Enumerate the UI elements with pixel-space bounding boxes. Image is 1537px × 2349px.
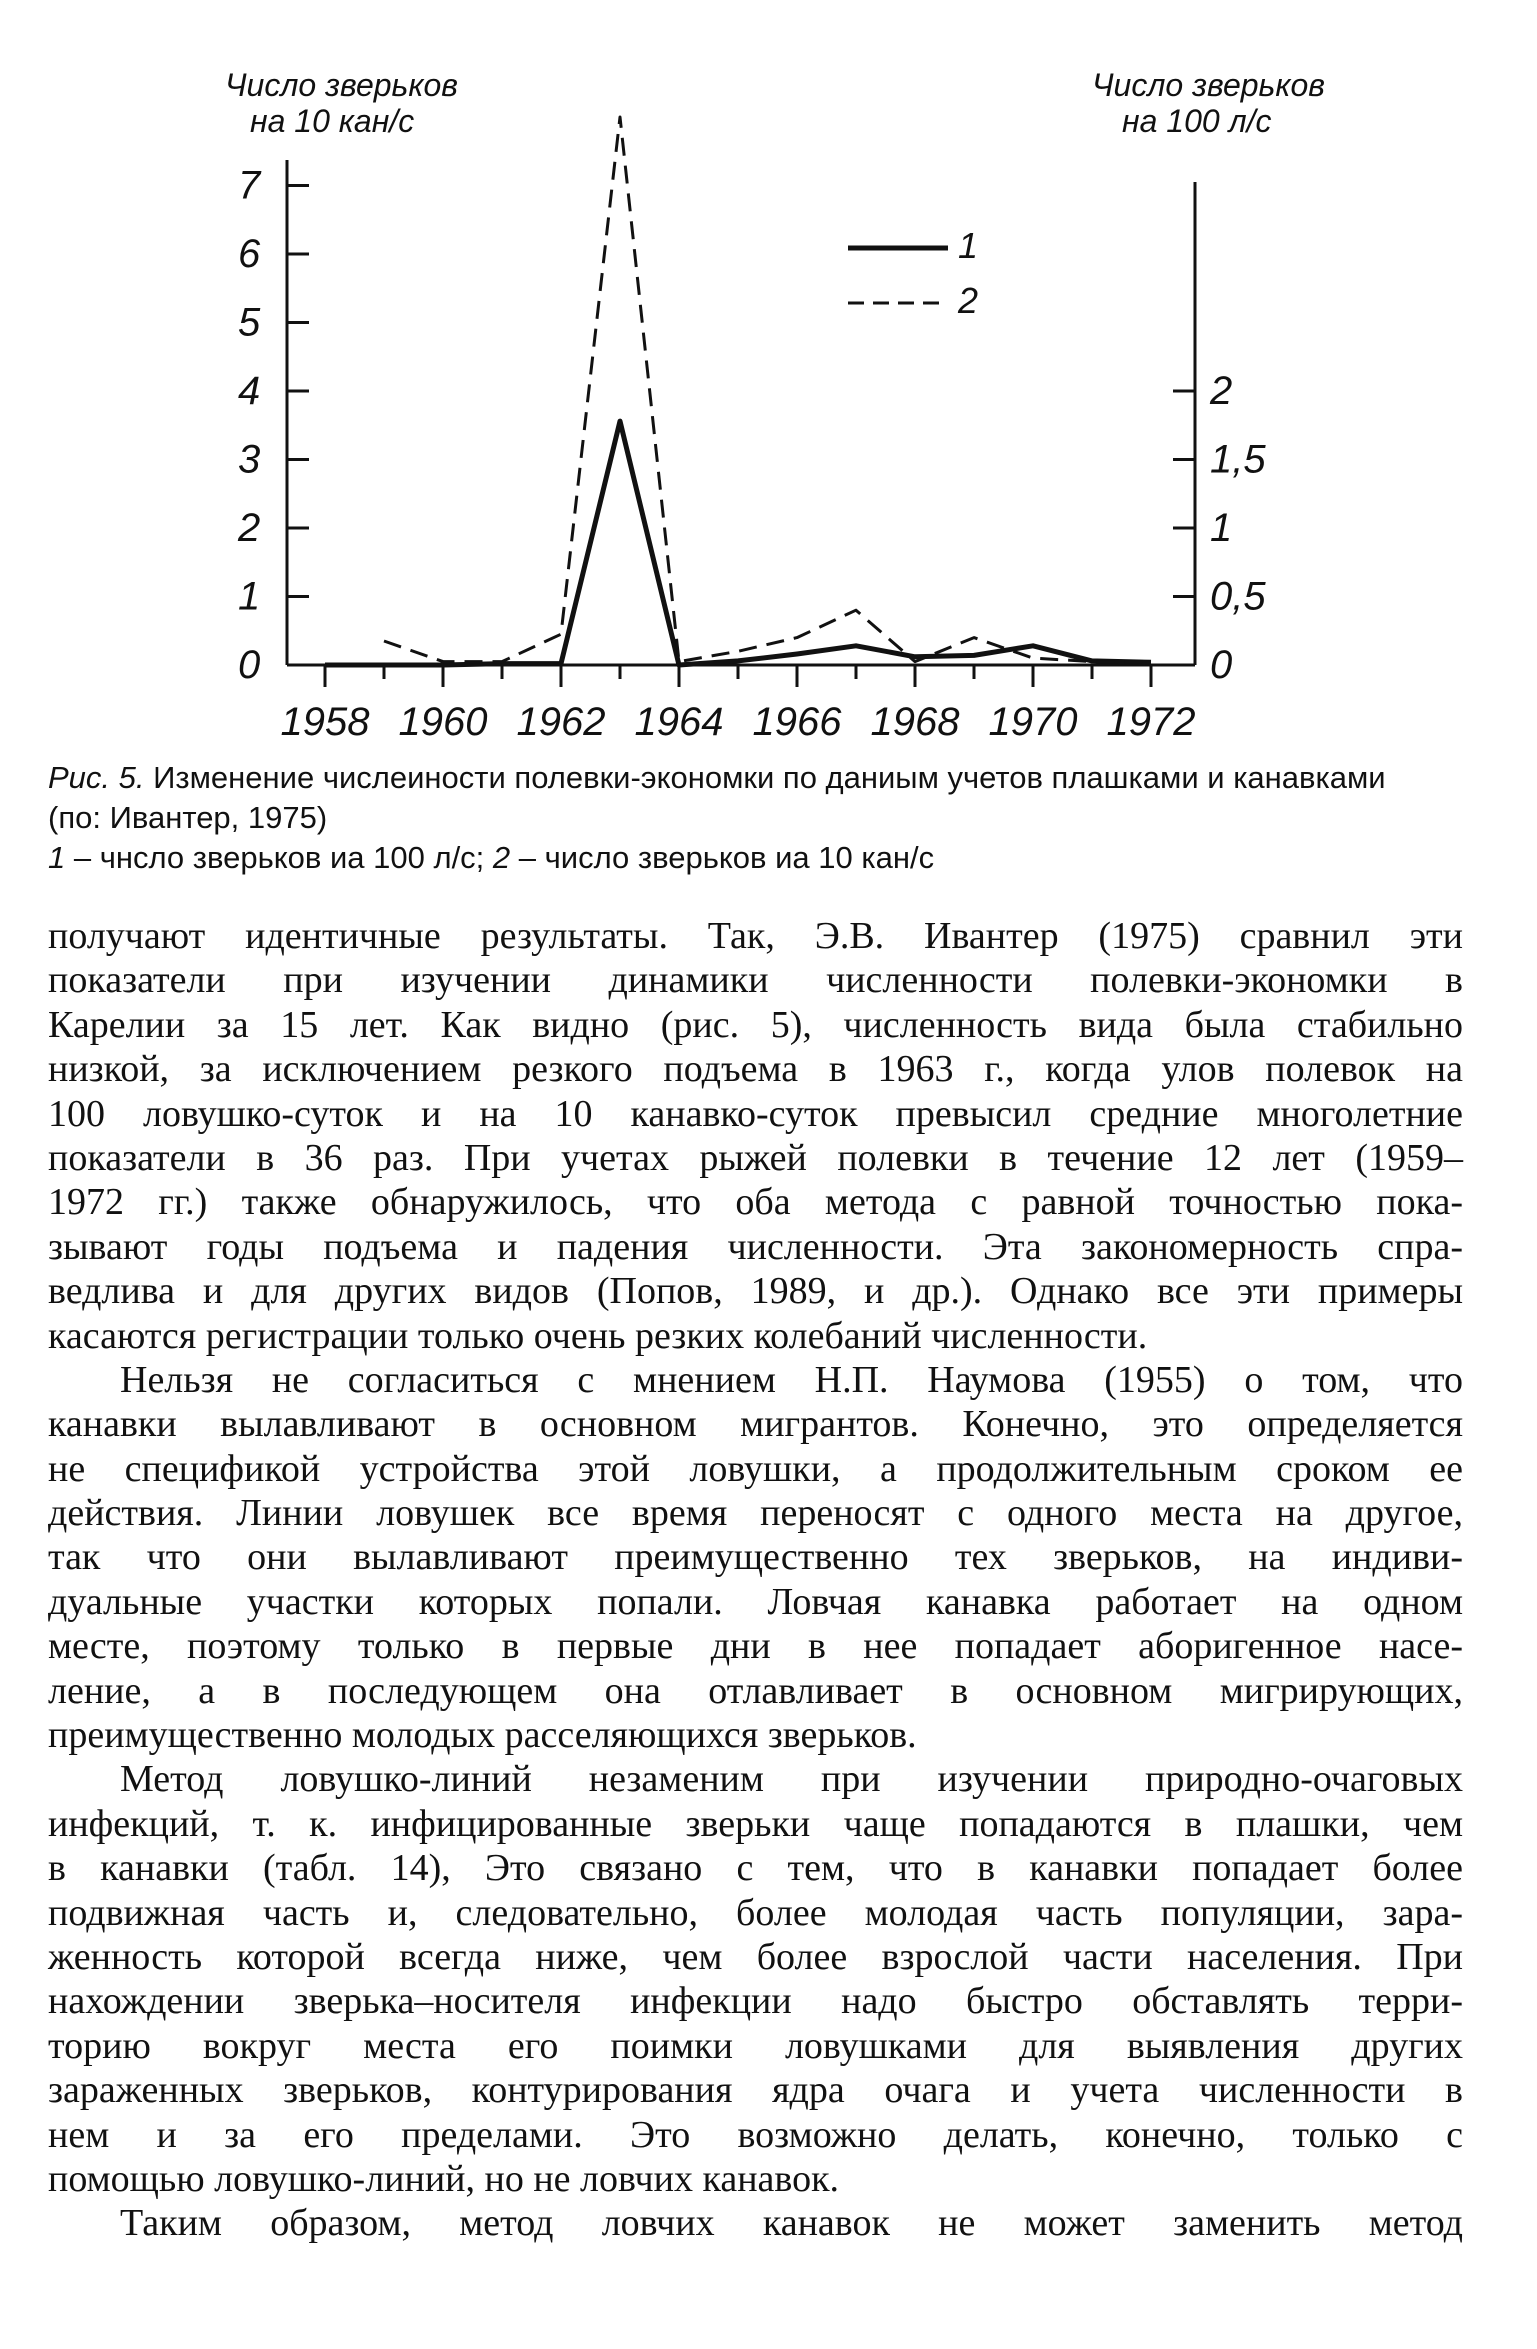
- text-line: торию вокруг места его поимки ловушками для выявления других: [48, 2024, 1463, 2067]
- text-line: действия. Линии ловушек все время переносят с одного места на другое,: [48, 1492, 1463, 1535]
- caption-legend-2-text: – число зверьков иа 10 кан/с: [510, 840, 935, 875]
- right-tick-label: 1,5: [1210, 437, 1266, 482]
- x-ticks: [281, 665, 1196, 744]
- right-axis-label-line1: Число зверьков: [1092, 67, 1325, 103]
- legend-label-1: 1: [958, 225, 979, 266]
- chart-axes: [287, 160, 1195, 665]
- left-axis-label-line2: на 10 кан/с: [250, 103, 415, 139]
- text-line: женность которой всегда ниже, чем более взрослой части населения. При: [48, 1935, 1463, 1978]
- right-ticks: [1173, 369, 1266, 687]
- series-line-1: [325, 421, 1151, 665]
- left-tick-label: 1: [238, 574, 261, 619]
- right-tick-label: 0: [1210, 643, 1233, 687]
- body-text: [48, 914, 1463, 2246]
- left-tick-label: 7: [238, 163, 261, 208]
- left-tick-label: 6: [238, 232, 261, 276]
- x-tick-label: 1966: [752, 700, 842, 744]
- paragraph-4: [48, 2201, 1463, 2245]
- text-line: инфекций, т. к. инфицированные зверьки чаще попадаются в плашки, чем: [48, 1802, 1463, 1845]
- right-tick-label: 1: [1210, 506, 1233, 550]
- paragraph-2: [48, 1358, 1463, 1758]
- text-line: показатели при изучении динамики численности полевки-экономки в: [48, 959, 1463, 1002]
- figure-label: Рис. 5.: [48, 760, 145, 795]
- text-line: ление, а в последующем она отлавливает в основном мигрирующих,: [48, 1669, 1463, 1712]
- chart-series: [325, 117, 1151, 665]
- text-line: Карелии за 15 лет. Как видно (рис. 5), численность вида была стабильно: [48, 1003, 1463, 1046]
- text-line: дуальные участки которых попали. Ловчая канавка работает на одном: [48, 1580, 1463, 1623]
- text-line: Нельзя не согласиться с мнением Н.П. Наумова (1955) о том, что: [120, 1358, 1463, 1401]
- x-tick-label: 1968: [870, 700, 960, 744]
- text-line: зывают годы подъема и падения численности. Эта закономерность спра-: [48, 1225, 1463, 1268]
- text-line: нахождении зверька–носителя инфекции надо быстро обставлять терри-: [48, 1980, 1463, 2023]
- series-line-2: [384, 117, 1151, 662]
- figure-caption: [48, 758, 1488, 878]
- text-line: так что они вылавливают преимущественно тех зверьков, на индиви-: [48, 1536, 1463, 1579]
- text-line: подвижная часть и, следовательно, более молодая часть популяции, зара-: [48, 1891, 1463, 1934]
- left-tick-label: 5: [238, 300, 261, 345]
- x-tick-label: 1960: [398, 700, 488, 744]
- paragraph-1: [48, 914, 1463, 1358]
- text-line: в канавки (табл. 14), Это связано с тем, что в канавки попадает более: [48, 1847, 1463, 1890]
- text-line: нем и за его пределами. Это возможно делать, конечно, только с: [48, 2113, 1463, 2156]
- text-line: касаются регистрации только очень резких колебаний численности.: [48, 1314, 1148, 1357]
- chart-legend: [848, 225, 978, 321]
- paragraph-3: [48, 1757, 1463, 2201]
- text-line: канавки вылавливают в основном мигрантов. Конечно, это определяется: [48, 1403, 1463, 1446]
- left-tick-label: 3: [238, 437, 261, 482]
- text-line: 100 ловушко-суток и на 10 канавко-суток превысил средние многолетние: [48, 1092, 1463, 1135]
- text-line: зараженных зверьков, контурирования ядра очага и учета численности в: [48, 2069, 1463, 2112]
- text-line: показатели в 36 раз. При учетах рыжей полевки в течение 12 лет (1959–: [48, 1136, 1463, 1179]
- text-line: получают идентичные результаты. Так, Э.В. Ивантер (1975) сравнил эти: [48, 915, 1463, 957]
- caption-legend-2-num: 2: [492, 840, 511, 875]
- text-line: преимущественно молодых расселяющихся зверьков.: [48, 1714, 917, 1757]
- right-axis-label-line2: на 100 л/с: [1122, 103, 1272, 139]
- text-line: 1972 гг.) также обнаружилось, что оба метода с равной точностью пока-: [48, 1181, 1463, 1224]
- caption-legend-line: [48, 838, 1488, 878]
- left-tick-label: 0: [238, 643, 261, 687]
- x-tick-label: 1958: [280, 700, 370, 744]
- x-tick-label: 1972: [1106, 700, 1196, 744]
- x-tick-label: 1962: [516, 700, 606, 744]
- left-ticks: [237, 164, 309, 688]
- text-line: низкой, за исключением резкого подъема в 1963 г., когда улов полевок на: [48, 1048, 1463, 1091]
- right-tick-label: 2: [1210, 369, 1233, 413]
- left-tick-label: 4: [238, 369, 261, 413]
- x-tick-label: 1970: [988, 700, 1078, 744]
- text-line: помощью ловушко-линий, но не ловчих канавок.: [48, 2157, 840, 2200]
- caption-legend-1-num: 1: [48, 840, 66, 875]
- population-chart: [0, 0, 1537, 745]
- text-line: не спецификой устройства этой ловушки, а продолжительным сроком ее: [48, 1447, 1463, 1490]
- text-line: Таким образом, метод ловчих канавок не может заменить метод: [120, 2202, 1463, 2245]
- right-tick-label: 0,5: [1210, 574, 1266, 619]
- text-line: месте, поэтому только в первые дни в нее попадает аборигенное насе-: [48, 1625, 1463, 1668]
- legend-label-2: 2: [958, 280, 979, 321]
- left-axis-label-line1: Число зверьков: [225, 67, 458, 103]
- caption-legend-1-text: – чнсло зверьков иа 100 л/с;: [65, 840, 485, 875]
- left-tick-label: 2: [238, 506, 261, 550]
- text-line: Метод ловушко-линий незаменим при изучении природно-очаговых: [120, 1758, 1463, 1801]
- caption-title-1: Изменение числеиности полевки-экономки по даниым учетов плашками и канавками: [153, 760, 1386, 795]
- x-tick-label: 1964: [634, 700, 724, 744]
- caption-line-2: (по: Ивантер, 1975): [48, 800, 328, 835]
- text-line: ведлива и для других видов (Попов, 1989, и др.). Однако все эти примеры: [48, 1270, 1463, 1313]
- caption-line-1: [48, 758, 1488, 798]
